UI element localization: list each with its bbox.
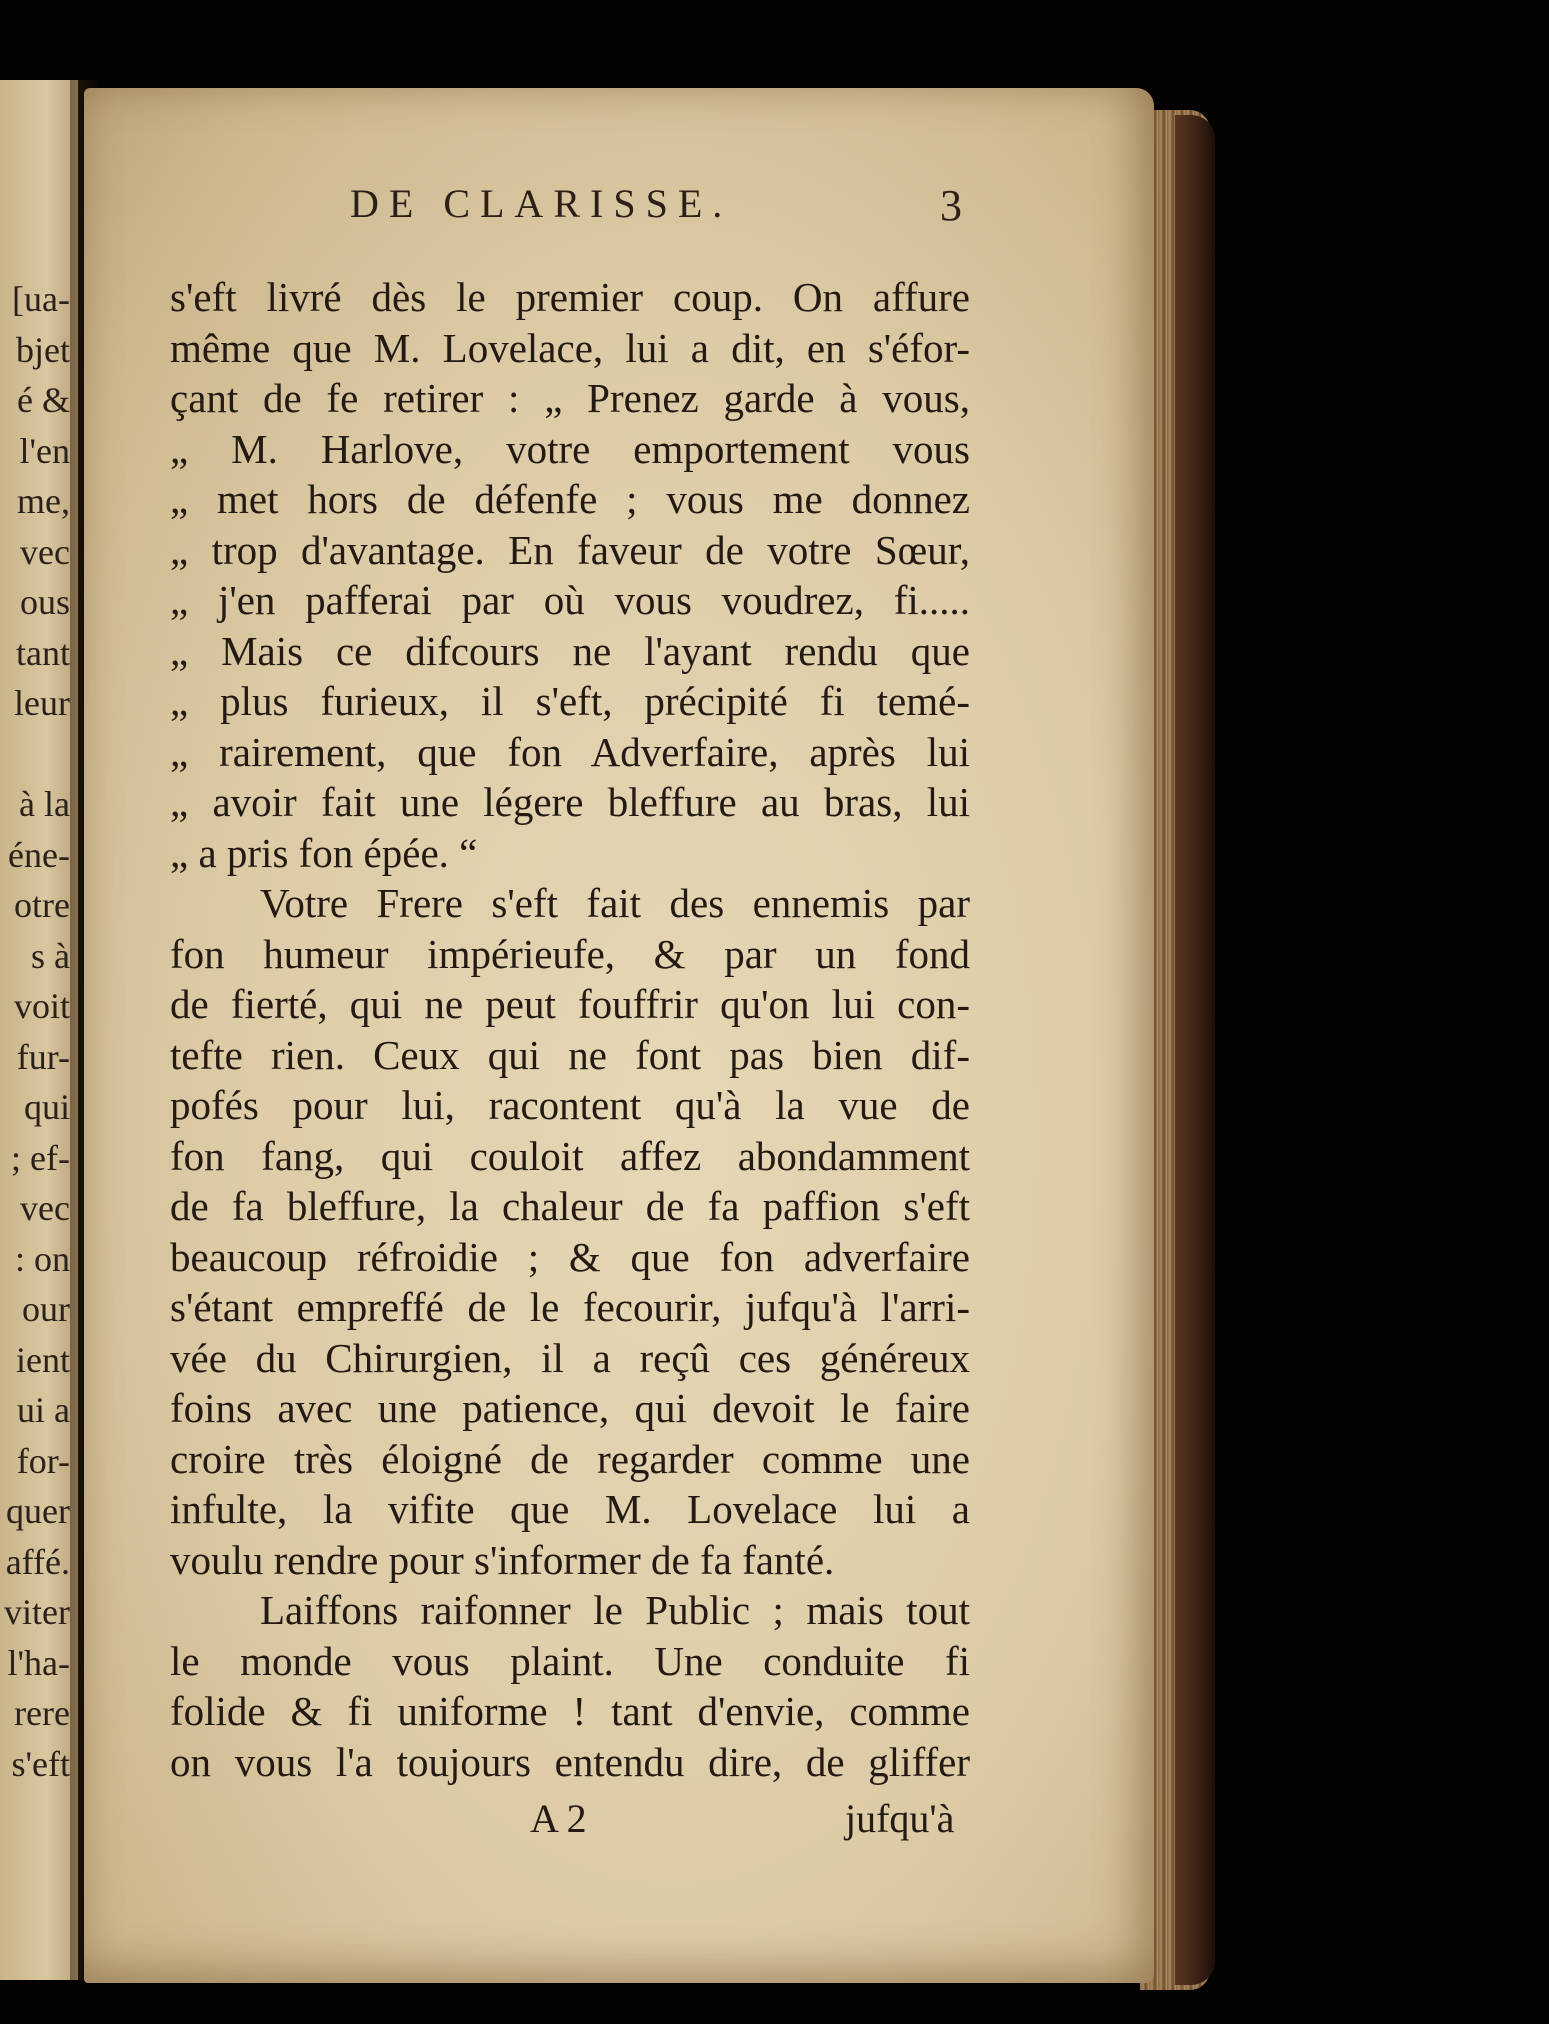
book-cover-edge xyxy=(1175,115,1215,1985)
text-line: même que M. Lovelace, lui a dit, en s'éfor- xyxy=(170,324,970,371)
left-page-fragment: quer xyxy=(6,1491,70,1531)
left-page-fragment: bjet xyxy=(16,329,70,370)
text-line: croire très éloigné de regarder comme une xyxy=(170,1435,970,1482)
text-line: „ rairement, que fon Adverfaire, après lui xyxy=(170,728,970,775)
text-line: „ plus furieux, il s'eft, précipité fi temé- xyxy=(170,678,970,724)
text-line: vée du Chirurgien, il a reçû ces généreux xyxy=(170,1334,970,1381)
left-page-fragment: for- xyxy=(16,1440,70,1481)
left-page-fragment: fur- xyxy=(16,1036,70,1077)
text-line: foins avec une patience, qui devoit le faire xyxy=(170,1385,970,1431)
left-page-fragment: ous xyxy=(19,582,70,622)
signature-mark: A 2 xyxy=(530,1796,587,1841)
text-line: le monde vous plaint. Une conduite fi xyxy=(170,1637,970,1684)
left-page-fragment: éne- xyxy=(8,834,70,875)
text-line: „ avoir fait une légere bleffure au bras, lui xyxy=(170,779,970,825)
left-page-fragment: l'en xyxy=(19,430,70,471)
text-line: fon humeur impérieufe, & par un fond xyxy=(170,930,970,977)
text-line: on vous l'a toujours entendu dire, de gliffer xyxy=(170,1738,970,1785)
left-page-fragment: leur xyxy=(14,683,70,723)
left-page-fragment: me, xyxy=(17,481,70,521)
text-line: infulte, la vifite que M. Lovelace lui a xyxy=(170,1486,970,1532)
text-line: „ Mais ce difcours ne l'ayant rendu que xyxy=(170,627,970,674)
left-page-fragment: affé. xyxy=(5,1541,70,1582)
left-page-fragment: tant xyxy=(16,632,70,673)
left-page-fragment: otre xyxy=(14,885,70,925)
text-line: çant de fe retirer : „ Prenez garde à vous, xyxy=(170,375,970,421)
left-page-fragment: ient xyxy=(16,1339,70,1380)
left-page-fragment: ui a xyxy=(17,1390,70,1430)
left-page-fragment: é & xyxy=(17,380,70,420)
text-line: s'étant empreffé de le fecourir, jufqu'à l'arri- xyxy=(170,1284,970,1330)
left-page-fragment: vec xyxy=(20,531,70,572)
left-page-fragment: ; ef- xyxy=(11,1137,70,1178)
text-line: „ M. Harlove, votre emportement vous xyxy=(170,425,970,472)
text-line: beaucoup réfroidie ; & que fon adverfaire xyxy=(170,1233,970,1280)
text-line: s'eft livré dès le premier coup. On affure xyxy=(170,274,970,320)
left-page-fragment: [ua- xyxy=(12,279,70,319)
text-line: folide & fi uniforme ! tant d'envie, comme xyxy=(170,1688,970,1734)
text-line: „ a pris fon épée. “ xyxy=(170,829,478,876)
left-page-fragment: s à xyxy=(31,935,70,976)
left-page-fragment: our xyxy=(22,1289,70,1329)
text-line: Laiffons raifonner le Public ; mais tout xyxy=(260,1587,970,1633)
text-line: de fierté, qui ne peut fouffrir qu'on lui con- xyxy=(170,981,970,1027)
left-page-fragment: qui xyxy=(23,1087,70,1127)
left-page-fragment: à la xyxy=(19,784,70,824)
text-line: Votre Frere s'eft fait des ennemis par xyxy=(260,880,970,926)
text-line: „ met hors de défenfe ; vous me donnez xyxy=(170,476,970,522)
left-page-fragment: rere xyxy=(14,1693,70,1733)
left-page-fragment: l'ha- xyxy=(7,1642,70,1683)
left-page-fragment: voit xyxy=(13,986,70,1026)
left-facing-page xyxy=(0,80,78,1980)
left-page-fragment: : on xyxy=(14,1238,70,1279)
text-line: de fa bleffure, la chaleur de fa paffion s'eft xyxy=(170,1183,970,1229)
left-page-fragment: s'eft xyxy=(11,1743,70,1784)
text-line: pofés pour lui, racontent qu'à la vue de xyxy=(170,1082,970,1128)
page-number: 3 xyxy=(940,181,962,230)
catchword: jufqu'à xyxy=(845,1796,955,1841)
text-line: „ trop d'avantage. En faveur de votre Sœur, xyxy=(170,526,970,573)
left-page-fragment: vec xyxy=(20,1188,70,1228)
text-line: tefte rien. Ceux qui ne font pas bien dif- xyxy=(170,1031,970,1078)
text-line: voulu rendre pour s'informer de fa fanté. xyxy=(170,1536,835,1583)
text-line: „ j'en pafferai par où vous voudrez, fi..... xyxy=(170,577,970,623)
text-line: fon fang, qui couloit affez abondamment xyxy=(170,1132,970,1179)
left-page-fragment: viter xyxy=(4,1592,70,1632)
running-head: DE CLARISSE. xyxy=(350,181,733,226)
